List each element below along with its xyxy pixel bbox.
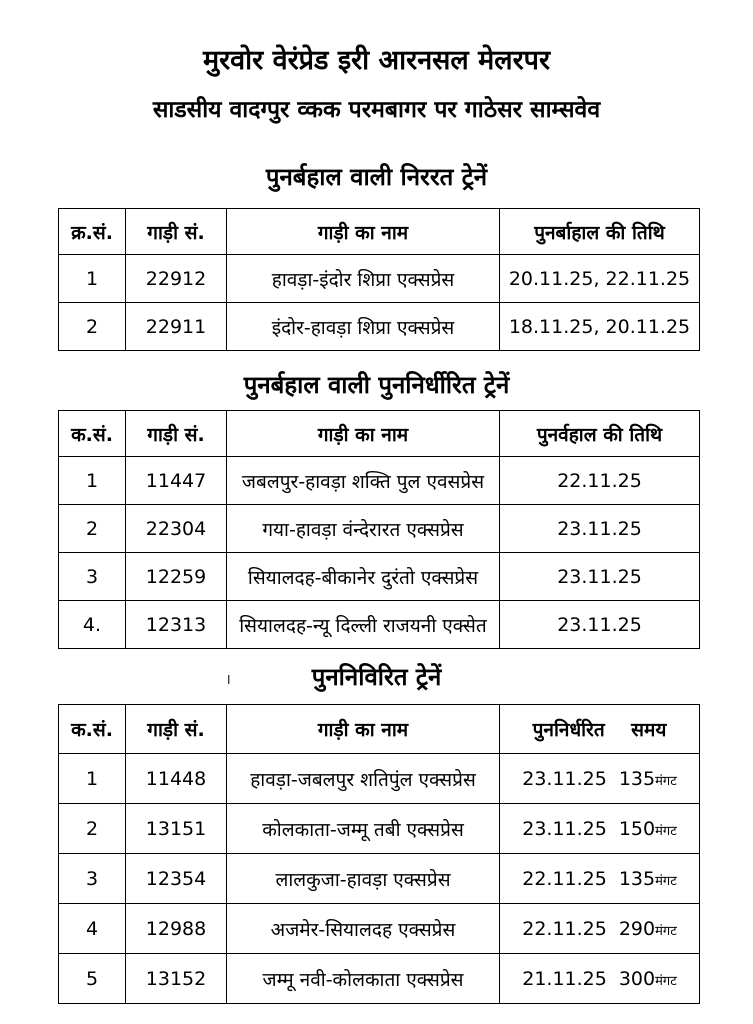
cell-train-name: जबलपुर-हावड़ा शक्ति पुल एवसप्रेस <box>227 457 500 505</box>
header-train-no: गाड़ी सं. <box>126 705 227 754</box>
section-rescheduled-restored-title: पुनर्बहाल वाली पुननिर्धीरित ट्रेनें <box>243 371 510 399</box>
cell-train-no: 11448 <box>126 754 227 804</box>
cell-serial: 1 <box>59 255 126 303</box>
cell-date: 21.11.25 <box>522 967 607 990</box>
table-row <box>59 904 700 954</box>
cell-train-name: सियालदह-न्यू दिल्ली राजयनी एक्सेत <box>227 601 500 649</box>
cell-time <box>500 854 700 904</box>
cell-serial: 3 <box>59 854 126 904</box>
rescheduled-restored-trains-table <box>58 410 700 649</box>
cell-delay: 135 <box>618 867 656 890</box>
cell-train-name: हावड़ा-जबलपुर शतिपुंल एक्सप्रेस <box>227 754 500 804</box>
cell-time <box>500 904 700 954</box>
cell-train-no: 12354 <box>126 854 227 904</box>
cell-date: 22.11.25 <box>500 457 700 505</box>
header-train-name: गाड़ी का नाम <box>227 705 500 754</box>
cell-delay: 150 <box>618 817 656 840</box>
table-row <box>59 601 700 649</box>
cell-train-name: सियालदह-बीकानेर दुरंतो एक्सप्रेस <box>227 553 500 601</box>
table-row <box>59 553 700 601</box>
rescheduled-trains-table <box>58 704 700 1004</box>
header-serial: क्र.सं. <box>59 209 126 255</box>
cell-date: 23.11.25 <box>522 817 607 840</box>
cell-time <box>500 754 700 804</box>
header-train-no: गाड़ी सं. <box>126 209 227 255</box>
cell-unit: मंगट <box>655 923 677 939</box>
section-restored-trains-title: पुनर्बहाल वाली निररत ट्रेनें <box>265 163 488 191</box>
cell-train-name: गया-हावड़ा वंन्देरारत एक्सप्रेस <box>227 505 500 553</box>
cell-train-name: अजमेर-सियालदह एक्सप्रेस <box>227 904 500 954</box>
table-header-row <box>59 411 700 457</box>
table-row <box>59 457 700 505</box>
cell-date: 22.11.25 <box>522 867 607 890</box>
cell-train-no: 13151 <box>126 804 227 854</box>
cell-train-no: 22304 <box>126 505 227 553</box>
cell-date: 20.11.25, 22.11.25 <box>500 255 700 303</box>
cell-train-name: लालकुजा-हावड़ा एक्सप्रेस <box>227 854 500 904</box>
cell-train-no: 11447 <box>126 457 227 505</box>
cell-delay: 135 <box>618 767 656 790</box>
cell-train-no: 22911 <box>126 303 227 351</box>
cell-serial: 3 <box>59 553 126 601</box>
cell-serial: 4 <box>59 904 126 954</box>
header-restore-date: पुनर्बाहाल की तिथि <box>500 209 700 255</box>
cell-serial: 2 <box>59 804 126 854</box>
cell-train-no: 13152 <box>126 954 227 1004</box>
cell-serial: 1 <box>59 457 126 505</box>
table-header-row <box>59 705 700 754</box>
cell-train-no: 12313 <box>126 601 227 649</box>
table-row <box>59 804 700 854</box>
cell-train-no: 12988 <box>126 904 227 954</box>
cell-unit: मंगट <box>655 773 677 789</box>
cell-date: 23.11.25 <box>500 553 700 601</box>
table-row <box>59 505 700 553</box>
header-train-name: गाड़ी का नाम <box>227 411 500 457</box>
table-header-row <box>59 209 700 255</box>
cell-delay: 290 <box>618 917 656 940</box>
header-train-no: गाड़ी सं. <box>126 411 227 457</box>
cell-train-name: जम्मू नवी-कोलकाता एक्सप्रेस <box>227 954 500 1004</box>
cell-time <box>500 804 700 854</box>
cell-date: 18.11.25, 20.11.25 <box>500 303 700 351</box>
cell-date: 23.11.25 <box>522 767 607 790</box>
cell-unit: मंगट <box>655 873 677 889</box>
cell-time <box>500 954 700 1004</box>
table-row <box>59 303 700 351</box>
cell-serial: 2 <box>59 505 126 553</box>
cell-train-name: कोलकाता-जम्मू तबी एक्सप्रेस <box>227 804 500 854</box>
header-train-name: गाड़ी का नाम <box>227 209 500 255</box>
header-serial: क.सं. <box>59 705 126 754</box>
table-row <box>59 854 700 904</box>
cell-train-no: 22912 <box>126 255 227 303</box>
cell-delay: 300 <box>618 967 656 990</box>
table-row <box>59 954 700 1004</box>
restored-trains-table <box>58 208 700 351</box>
cell-date: 22.11.25 <box>522 917 607 940</box>
cell-train-name: हावड़ा-इंदोर शिप्रा एक्सप्रेस <box>227 255 500 303</box>
cell-serial: 1 <box>59 754 126 804</box>
header-restore-date: पुनर्वहाल की तिथि <box>500 411 700 457</box>
cell-date: 23.11.25 <box>500 505 700 553</box>
header-serial: क.सं. <box>59 411 126 457</box>
document-title: मुरवोर वेरंप्रेड इरी आरनसल मेलरपर <box>202 45 551 76</box>
cell-train-name: इंदोर-हावड़ा शिप्रा एक्सप्रेस <box>227 303 500 351</box>
cell-serial: 4. <box>59 601 126 649</box>
cell-unit: मंगट <box>655 973 677 989</box>
cell-serial: 2 <box>59 303 126 351</box>
header-rescheduled-time: पुननिर्धरित समय <box>500 705 700 754</box>
table-row <box>59 255 700 303</box>
stray-mark: ׀ <box>227 672 231 686</box>
cell-unit: मंगट <box>655 823 677 839</box>
cell-train-no: 12259 <box>126 553 227 601</box>
cell-serial: 5 <box>59 954 126 1004</box>
cell-date: 23.11.25 <box>500 601 700 649</box>
table-row <box>59 754 700 804</box>
section-rescheduled-title: पुननिविरित ट्रेनें <box>311 663 442 691</box>
document-subtitle: साडसीय वादग्पुर व्कक परमबागर पर गाठेसर साम्सवेव <box>152 97 601 123</box>
